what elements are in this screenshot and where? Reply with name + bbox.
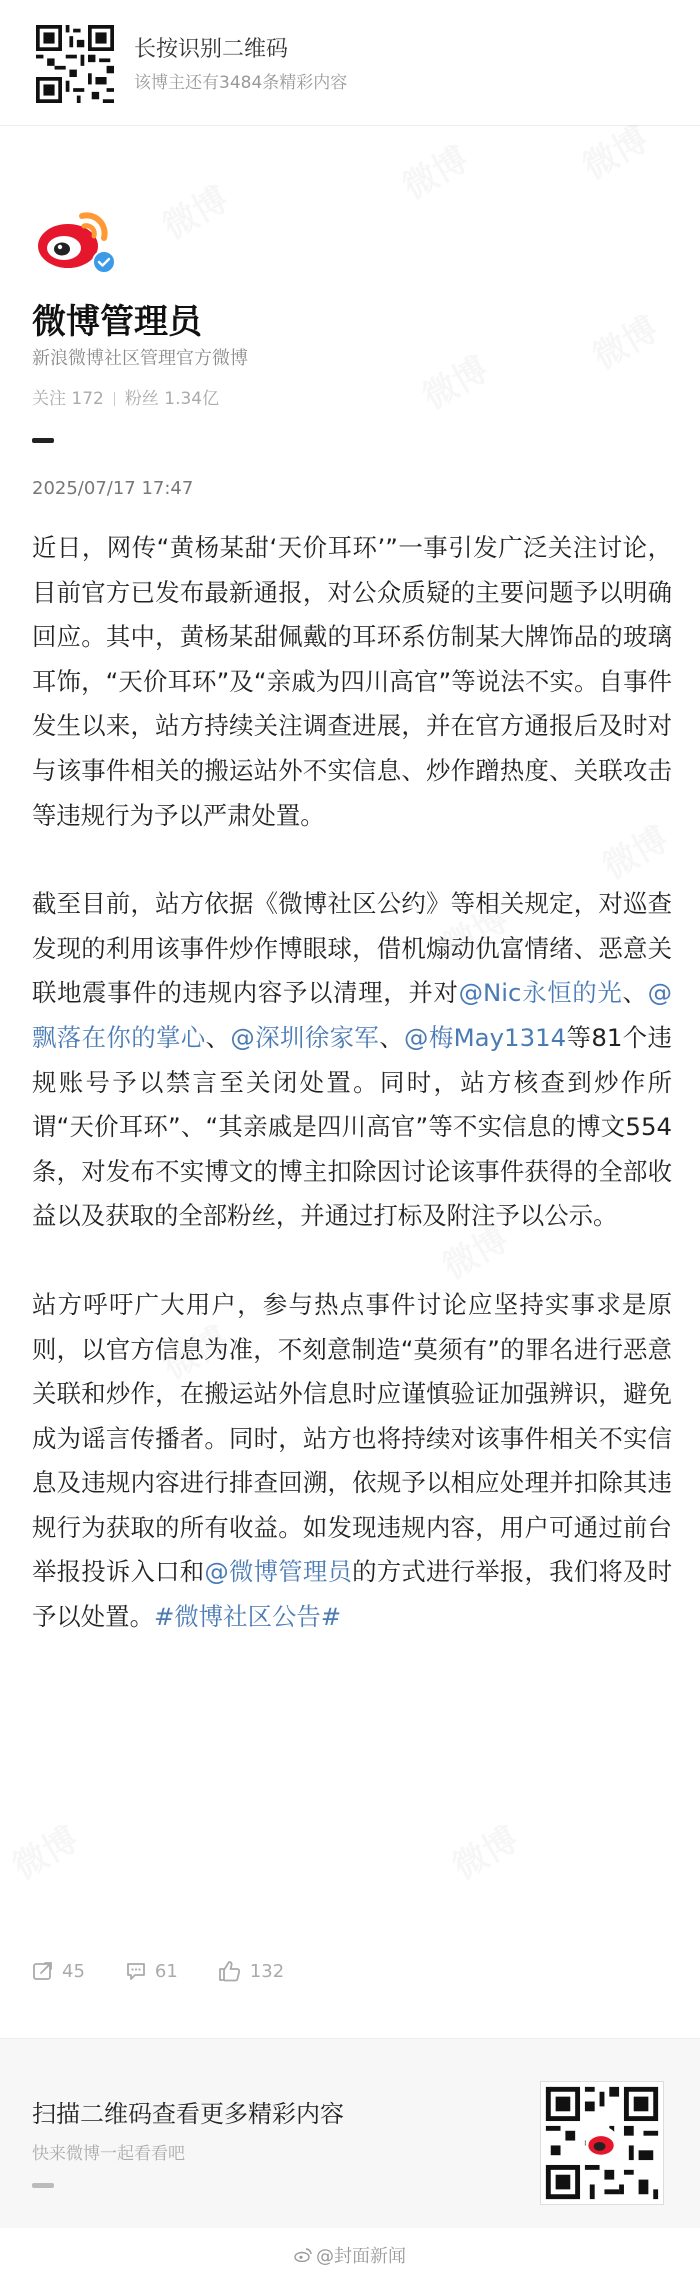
repost-button[interactable]: [32, 1960, 85, 1982]
text: 的方式进行举报，我们将及时予以处置。: [32, 1557, 672, 1632]
post-actions: [32, 1960, 324, 1982]
repost-icon: [32, 1960, 54, 1982]
text: 截至目前，站方依据《微博社区公约》等相关规定，对巡查发现的利用该事件炒作博眼球，借机煽动仇富情绪、恶意关联地震事件的违规内容予以清理，并对: [32, 889, 672, 1008]
source-watermark: [294, 2242, 406, 2268]
verified-badge-icon: [92, 250, 116, 274]
watermark: [392, 132, 475, 208]
watermark: [582, 302, 665, 378]
thumbs-up-icon: [218, 1960, 242, 1982]
fans-count: 粉丝 1.34亿: [124, 389, 220, 409]
qr-code-icon: [540, 2081, 664, 2205]
account-stats: [32, 384, 219, 409]
mention-link[interactable]: @微博管理员: [204, 1557, 353, 1587]
account-name[interactable]: 微博管理员: [32, 302, 202, 342]
banner-title: 长按识别二维码: [134, 37, 289, 62]
banner-subtitle: 该博主还有3484条精彩内容: [134, 73, 348, 93]
paragraph-1: 近日，网传“黄杨某甜‘天价耳环’”一事引发广泛关注讨论，目前官方已发布最新通报，对公众质疑的主要问题予以明确回应。其中，黄杨某甜佩戴的耳环系仿制某大牌饰品的玻璃耳饰，“天价耳环”及“亲戚为四川高官”等说法不实。自事件发生以来，站方持续关注调查进展，并在官方通报后及时对与该事件相关的搬运站外不实信息、炒作蹭热度、关联攻击等违规行为予以严肃处置。: [32, 533, 672, 830]
watermark: [152, 172, 235, 248]
footer-qr-section[interactable]: [0, 2038, 700, 2228]
qr-banner[interactable]: [0, 0, 700, 126]
paragraph-3: [32, 1283, 672, 1640]
follow-count: 关注 172: [32, 389, 104, 409]
qr-code-icon: [36, 25, 114, 103]
comment-count: 61: [154, 1960, 178, 1982]
text: 站方呼吁广大用户，参与热点事件讨论应坚持实事求是原则，以官方信息为准，不刻意制造“莫须有”的罪名进行恶意关联和炒作，在搬运站外信息时应谨慎验证加强辨识，避免成为谣言传播者。同时，站方也将持续对该事件相关不实信息及违规内容进行排查回溯，依规予以相应处理并扣除其违规行为获取的所有收益。如发现违规内容，用户可通过前台举报投诉入口和: [32, 1289, 672, 1587]
account-description: 新浪微博社区管理官方微博: [32, 348, 248, 369]
separator: 、: [622, 978, 648, 1008]
mention-link[interactable]: @飘落在你的掌心: [32, 978, 672, 1052]
post-card: [0, 126, 700, 2038]
mention-link[interactable]: @梅May1314: [404, 1022, 567, 1052]
text: 等81个违规账号予以禁言至关闭处置。同时，站方核查到炒作所谓“天价耳环”、“其亲戚是四川高官”等不实信息的博文554条，对发布不实博文的博主扣除因讨论该事件获得的全部收益以及获取的全部粉丝，并通过打标及附注予以公示。: [32, 1022, 672, 1231]
mention-link[interactable]: @Nic永恒的光: [458, 978, 623, 1008]
like-button[interactable]: [218, 1960, 284, 1982]
watermark: [412, 342, 495, 418]
stats-divider: [114, 392, 115, 406]
footer-divider: [32, 2183, 54, 2188]
like-count: 132: [249, 1960, 285, 1982]
separator: 、: [205, 1022, 231, 1052]
weibo-small-icon: [294, 2248, 312, 2262]
comment-icon: [125, 1960, 147, 1982]
hashtag-link[interactable]: #微博社区公告#: [153, 1602, 342, 1632]
watermark: [442, 1812, 525, 1888]
section-divider: [32, 438, 54, 443]
comment-button[interactable]: [125, 1960, 178, 1982]
separator: 、: [379, 1022, 405, 1052]
footer-title: 扫描二维码查看更多精彩内容: [32, 2100, 344, 2128]
watermark: [2, 1812, 85, 1888]
repost-count: 45: [62, 1960, 85, 1982]
mention-link[interactable]: @深圳徐家军: [230, 1022, 380, 1052]
post-date: 2025/07/17 17:47: [32, 478, 194, 499]
paragraph-2: [32, 882, 672, 1239]
post-body: [32, 526, 672, 1684]
footer-subtitle: 快来微博一起看看吧: [32, 2144, 185, 2164]
source-watermark-text: @封面新闻: [316, 2246, 406, 2267]
